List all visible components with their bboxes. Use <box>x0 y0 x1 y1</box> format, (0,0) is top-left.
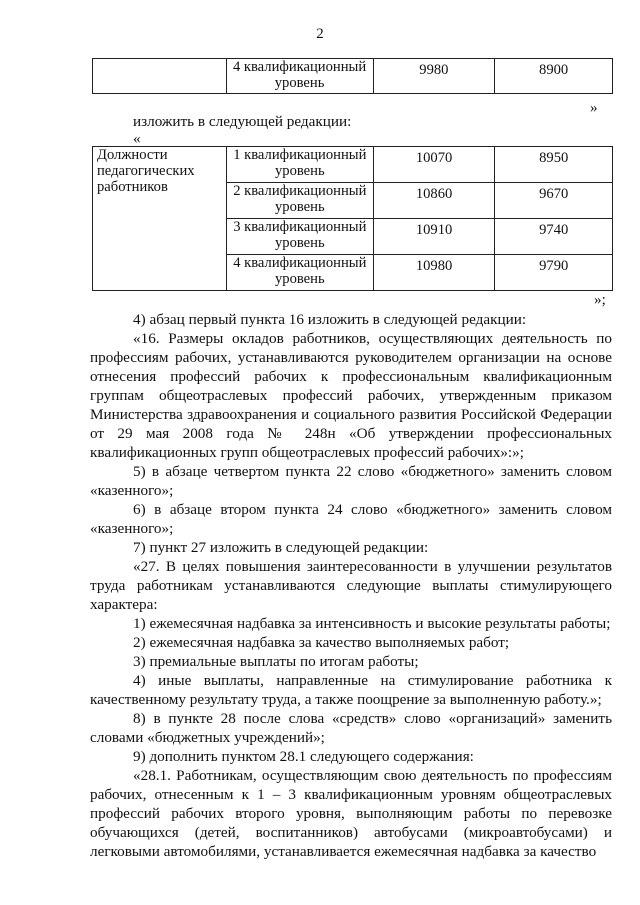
paragraph-item-8: 8) в пункте 28 после слова «средств» слово «организаций» заменить словами «бюджетных учреждений»; <box>90 710 612 746</box>
paragraph-item-7: 7) пункт 27 изложить в следующей редакции: <box>133 539 429 556</box>
closing-quote-1: » <box>590 99 598 116</box>
level-line1: 1 квалификационный <box>233 147 367 163</box>
value2-cell: 9790 <box>495 255 613 291</box>
value1-cell: 10860 <box>373 183 495 219</box>
paragraph-16-text: «16. Размеры окладов работников, осуществляющих деятельность по профессиям рабочих, устанавливаются руководителем организации на основе отнесения профессий рабочих к профессиональным квалификационным группам общеотраслевых профессий рабочих, утвержденным приказом Министерства здравоохранения и социального развития Российской Федерации от 29 мая 2008 года № 248н «Об утверждении профессиональных квалификационных групп общеотраслевых профессий рабочих»:»; <box>90 330 612 461</box>
value1-cell: 10910 <box>373 219 495 255</box>
category-cell <box>93 147 227 291</box>
value1-cell: 9980 <box>373 59 495 94</box>
paragraph-item-6: 6) в абзаце втором пункта 24 слово «бюджетного» заменить словом «казенного»; <box>90 501 612 537</box>
level-line2: уровень <box>274 271 325 287</box>
document-body <box>90 298 612 861</box>
paragraph-item-9: 9) дополнить пунктом 28.1 следующего содержания: <box>133 748 474 765</box>
paragraph-item-5: 5) в абзаце четвертом пункта 22 слово «бюджетного» заменить словом «казенного»; <box>90 463 612 499</box>
level-line1: 4 квалификационный <box>232 59 367 75</box>
paragraph-item-4: 4) абзац первый пункта 16 изложить в следующей редакции: <box>133 311 527 328</box>
lead-text: изложить в следующей редакции: <box>133 113 352 130</box>
level-line1: 4 квалификационный <box>233 255 367 271</box>
value2-cell: 8900 <box>495 59 613 94</box>
level-cell <box>226 255 373 291</box>
closing-quote-2: »; <box>594 291 606 308</box>
opening-quote: « <box>133 130 141 147</box>
level-cell <box>226 59 373 94</box>
value2-cell: 8950 <box>495 147 613 183</box>
level-line2: уровень <box>274 235 325 251</box>
top-table <box>92 58 613 94</box>
value1-cell: 10980 <box>373 255 495 291</box>
level-line2: уровень <box>274 199 325 215</box>
value2-cell: 9670 <box>495 183 613 219</box>
paragraph-27-text: «27. В целях повышения заинтересованности в улучшении результатов труда работникам устанавливаются следующие выплаты стимулирующего характера: <box>90 558 612 613</box>
paragraph-27-item-4: 4) иные выплаты, направленные на стимулирование работника к качественному результату труда, а также поощрение за выполненную работу.»; <box>90 672 612 708</box>
level-line1: 2 квалификационный <box>233 183 367 199</box>
paragraph-27-item-3: 3) премиальные выплаты по итогам работы; <box>133 653 419 670</box>
main-table <box>92 146 613 291</box>
paragraph-27-item-1: 1) ежемесячная надбавка за интенсивность и высокие результаты работы; <box>133 615 611 632</box>
level-cell <box>226 183 373 219</box>
paragraph-27-item-2: 2) ежемесячная надбавка за качество выполняемых работ; <box>133 634 510 651</box>
category-line1: Должности <box>97 147 168 163</box>
category-line3: работников <box>97 179 168 195</box>
level-line1: 3 квалификационный <box>233 219 367 235</box>
empty-category-cell <box>93 59 227 94</box>
value1-cell: 10070 <box>373 147 495 183</box>
value2-cell: 9740 <box>495 219 613 255</box>
level-line2: уровень <box>274 75 325 91</box>
level-cell <box>226 147 373 183</box>
paragraph-28-1-text: «28.1. Работникам, осуществляющим свою деятельность по профессиям рабочих, отнесенным к 1 – 3 квалификационным уровням общеотраслевых профессий рабочих второго уровня, выполняющим работы по перевозке обучающихся (детей, воспитанников) автобусами (микроавтобусами) и легковыми автомобилями, устанавливается ежемесячная надбавка за качество <box>90 767 612 860</box>
level-cell <box>226 219 373 255</box>
page-number: 2 <box>316 26 324 42</box>
level-line2: уровень <box>274 163 325 179</box>
category-line2: педагогических <box>97 163 195 179</box>
